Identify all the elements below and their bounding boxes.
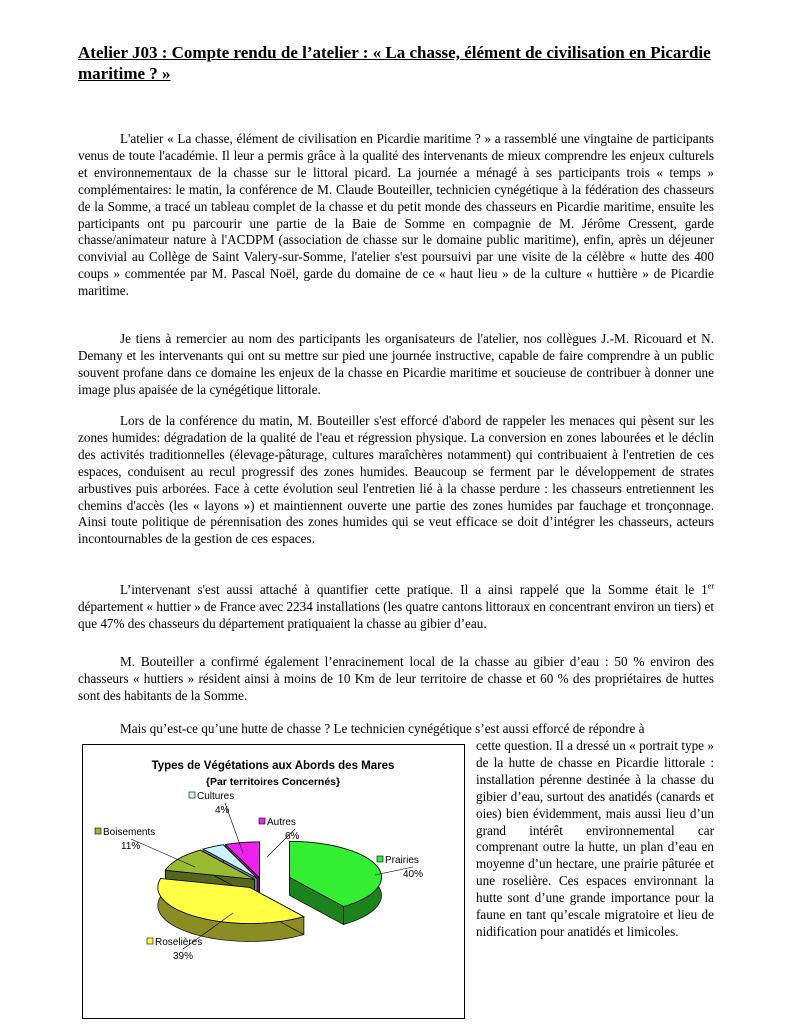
chart-title: Types de Végétations aux Abords des Mares (151, 760, 395, 772)
paragraph-thanks: Je tiens à remercier au nom des participants les organisateurs de l'atelier, nos collègues J.-M. Ricouard et N. Demany et les intervenants qui ont su mettre sur pied une journée instructive, capable de faire comprendre à un public souvent profane dans ce domaine les enjeux de la chasse en Picardie maritime et soucieuse de contribuer à donner une image plus apaisée de la cynégétique littorale. (78, 331, 714, 397)
pie-slices (158, 841, 382, 941)
pie-value-prairies: 40% (403, 869, 424, 880)
pie-value-autres: 6% (285, 831, 300, 842)
pie-chart (82, 744, 465, 1019)
paragraph-quantify-part1: L’intervenant s'est aussi attaché à quantifier cette pratique. Il a ainsi rappelé que la Somme était le 1 (120, 582, 708, 597)
legend-swatch-roselières (147, 938, 153, 944)
pie-value-cultures: 4% (215, 805, 230, 816)
leader-line-boisements (131, 839, 195, 867)
ordinal-superscript: er (707, 581, 714, 591)
paragraph-intro: L'atelier « La chasse, élément de civilisation en Picardie maritime ? » a rassemblé une vingtaine de participants venus de toute l'académie. Il leur a permis grâce à la qualité des intervenants de mieux comprendre les enjeux culturels et environnementaux de la chasse sur le littoral picard. La journée a ménagé à ses participants trois « temps » complémentaires: le matin, la conférence de M. Claude Bouteiller, technicien cynégétique à la fédération des chasseurs de la Somme, a tracé un tableau complet de la chasse et du petit monde des chasseurs en Picardie maritime, ensuite les participants ont pu parcourir une partie de la Baie de Somme en compagnie de M. Jérôme Cressent, garde chasse/animateur nature à l'ACDPM (association de chasse sur le domaine public maritime), enfin, après un déjeuner convivial au Collège de Saint Valery-sur-Somme, l'atelier s'est poursuivi par une visite de la célèbre « hutte des 400 coups » commentée par M. Pascal Noël, garde du domaine de ce « haut lieu » de la culture « huttière » de Picardie maritime. (78, 131, 714, 299)
legend-swatch-boisements (95, 828, 101, 834)
paragraph-conference: Lors de la conférence du matin, M. Bouteiller s'est efforcé d'abord de rappeler les menaces qui pèsent sur les zones humides: dégradation de la qualité de l'eau et régression physique. La conversion en zones labourées et le déclin des activités traditionnelles (élevage-pâturage, cultures maraîchères notamment) qui contribuaient à l'entretien de ces espaces, conduisent au recul progressif des zones humides. Beaucoup se ferment par le développement de strates arbustives puis arborées. Face à cette évolution seul l'entretien lié à la chasse perdure : les chasseurs entretiennent les chemins d'accès (les « layons ») et maintiennent ouverte une partie des zones humides par fauchage et tronçonnage. Ainsi toute politique de pérennisation des zones humides qui se veut efficace se doit d’intégrer les chasseurs, acteurs incontournables de la gestion de ces espaces. (78, 413, 714, 547)
pie-label-cultures: Cultures (197, 791, 235, 802)
legend-swatch-autres (259, 818, 265, 824)
pie-chart-canvas (83, 745, 464, 1018)
paragraph-local-roots: M. Bouteiller a confirmé également l’enracinement local de la chasse au gibier d’eau : 50 % environ des chasseurs « huttiers » résident ainsi à moins de 10 Km de leur territoire de chasse et 60 % des propriétaires de huttes sont des habitants de la Somme. (78, 654, 714, 703)
paragraph-quantify (78, 582, 714, 633)
paragraph-hutte-question: Mais qu’est-ce qu’une hutte de chasse ? Le technicien cynégétique s’est aussi efforcé de répondre à (120, 721, 645, 736)
pie-value-roselières: 39% (173, 951, 194, 962)
pie-label-roselières: Roselières (155, 937, 203, 948)
pie-value-boisements: 11% (121, 841, 141, 852)
chart-subtitle: {Par territoires Concernés} (205, 776, 341, 788)
pie-label-autres: Autres (267, 817, 296, 828)
paragraph-quantify-part2: département « huttier » de France avec 2234 installations (les quatre cantons littoraux en concentrant environ un tiers) et que 47% des chasseurs du département pratiquaient la chasse au gibier d’eau. (78, 598, 714, 631)
pie-label-boisements: Boisements (103, 827, 156, 838)
legend-swatch-cultures (189, 792, 195, 798)
pie-label-prairies: Prairies (385, 855, 419, 866)
paragraph-hutte-description: cette question. Il a dressé un « portrait type » de la hutte de chasse en Picardie littorale : installation pérenne destinée à la chasse du gibier d’eau, surtout des anatidés (canards et oies) bien évidemment, mais aussi lieu d’un grand intérêt environnemental car comprenant outre la hutte, un plan d’eau en moyenne d’un hectare, une prairie pâturée et une roselière. Ces espaces environnant la hutte sont d’une grande importance pour la faune en tant qu’escale migratoire et lieu de nidification pour anatidés et limicoles. (476, 738, 714, 939)
legend-swatch-prairies (377, 856, 383, 862)
page-title: Atelier J03 : Compte rendu de l’atelier : « La chasse, élément de civilisation en Picardie maritime ? » (78, 43, 711, 83)
